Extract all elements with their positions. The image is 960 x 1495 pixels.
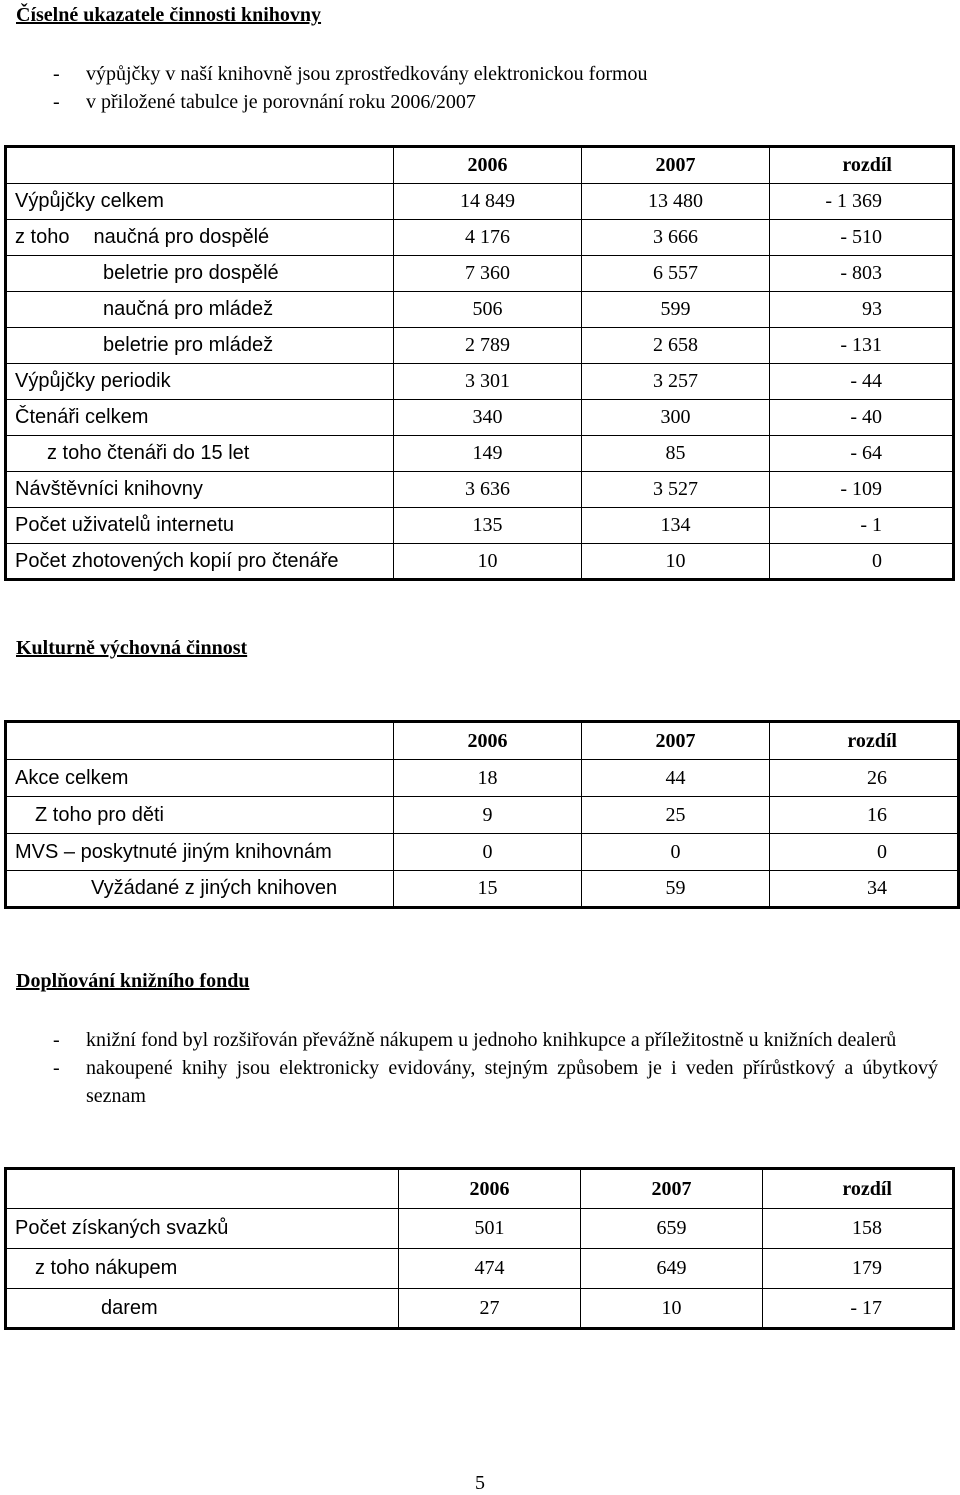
table-header-row — [6, 1169, 954, 1209]
header-2006: 2006 — [399, 1169, 581, 1209]
header-diff: rozdíl — [770, 722, 959, 760]
bullet-item: - v přiložené tabulce je porovnání roku 2006/2007 — [53, 91, 476, 113]
cultural-table — [4, 720, 960, 909]
row-label: darem — [6, 1289, 399, 1329]
row-label: Akce celkem — [6, 760, 394, 797]
header-2006: 2006 — [394, 722, 582, 760]
table-row: MVS – poskytnuté jiným knihovnám 0 0 0 — [6, 834, 959, 871]
table-row: Výpůjčky periodik 3 301 3 257 - 44 — [6, 364, 954, 400]
table-row: Počet získaných svazků 501 659 158 — [6, 1209, 954, 1249]
row-label: Z toho pro děti — [6, 797, 394, 834]
table-row: Z toho pro děti 9 25 16 — [6, 797, 959, 834]
section-title-cultural: Kulturně výchovná činnost — [16, 637, 248, 659]
row-label: Vyžádané z jiných knihoven — [6, 871, 394, 908]
row-label: Výpůjčky periodik — [6, 364, 394, 400]
table-row: Návštěvníci knihovny 3 636 3 527 - 109 — [6, 472, 954, 508]
row-label: Čtenáři celkem — [6, 400, 394, 436]
table-row: Počet zhotovených kopií pro čtenáře 10 10 0 — [6, 544, 954, 580]
page-number: 5 — [475, 1472, 485, 1494]
bullet-item: - nakoupené knihy jsou elektronicky evidovány, stejným způsobem je i veden přírůstkový a úbytkový seznam — [53, 1057, 938, 1107]
table-row: Akce celkem 18 44 26 — [6, 760, 959, 797]
header-diff: rozdíl — [770, 147, 954, 184]
bullet-item: - knižní fond byl rozšiřován převážně nákupem u jednoho knihkupce a příležitostně u knižních dealerů — [53, 1029, 897, 1051]
table-row: Výpůjčky celkem 14 849 13 480 - 1 369 — [6, 184, 954, 220]
table-row: beletrie pro mládež 2 789 2 658 - 131 — [6, 328, 954, 364]
section-title-indicators: Číselné ukazatele činnosti knihovny — [16, 4, 322, 26]
header-2007: 2007 — [581, 1169, 763, 1209]
row-label: Počet zhotovených kopií pro čtenáře — [6, 544, 394, 580]
acquisitions-bullet-list — [16, 1026, 938, 1110]
row-label: z toho čtenáři do 15 let — [6, 436, 394, 472]
header-2007: 2007 — [582, 147, 770, 184]
table-row: naučná pro mládež 506 599 93 — [6, 292, 954, 328]
indicators-table — [4, 145, 955, 581]
table-row: Počet uživatelů internetu 135 134 - 1 — [6, 508, 954, 544]
table-row: beletrie pro dospělé 7 360 6 557 - 803 — [6, 256, 954, 292]
row-label: naučná pro mládež — [6, 292, 394, 328]
row-label: z toho naučná pro dospělé — [6, 220, 394, 256]
table-row: z toho nákupem 474 649 179 — [6, 1249, 954, 1289]
row-label: MVS – poskytnuté jiným knihovnám — [6, 834, 394, 871]
table-header-row — [6, 722, 959, 760]
table-row: darem 27 10 - 17 — [6, 1289, 954, 1329]
section-title-acquisitions: Doplňování knižního fondu — [16, 970, 250, 992]
table-row: Vyžádané z jiných knihoven 15 59 34 — [6, 871, 959, 908]
table-row: Čtenáři celkem 340 300 - 40 — [6, 400, 954, 436]
indicators-bullet-list — [16, 60, 916, 116]
header-2007: 2007 — [582, 722, 770, 760]
row-label: beletrie pro dospělé — [6, 256, 394, 292]
acquisitions-table — [4, 1167, 955, 1330]
bullet-item: - výpůjčky v naší knihovně jsou zprostředkovány elektronickou formou — [53, 63, 648, 85]
table-header-row — [6, 147, 954, 184]
row-label: Návštěvníci knihovny — [6, 472, 394, 508]
row-label: Počet získaných svazků — [6, 1209, 399, 1249]
row-label: beletrie pro mládež — [6, 328, 394, 364]
header-2006: 2006 — [394, 147, 582, 184]
table-row: z toho naučná pro dospělé 4 176 3 666 - 510 — [6, 220, 954, 256]
header-diff: rozdíl — [763, 1169, 954, 1209]
row-label: Počet uživatelů internetu — [6, 508, 394, 544]
row-label: z toho nákupem — [6, 1249, 399, 1289]
row-label: Výpůjčky celkem — [6, 184, 394, 220]
table-row: z toho čtenáři do 15 let 149 85 - 64 — [6, 436, 954, 472]
